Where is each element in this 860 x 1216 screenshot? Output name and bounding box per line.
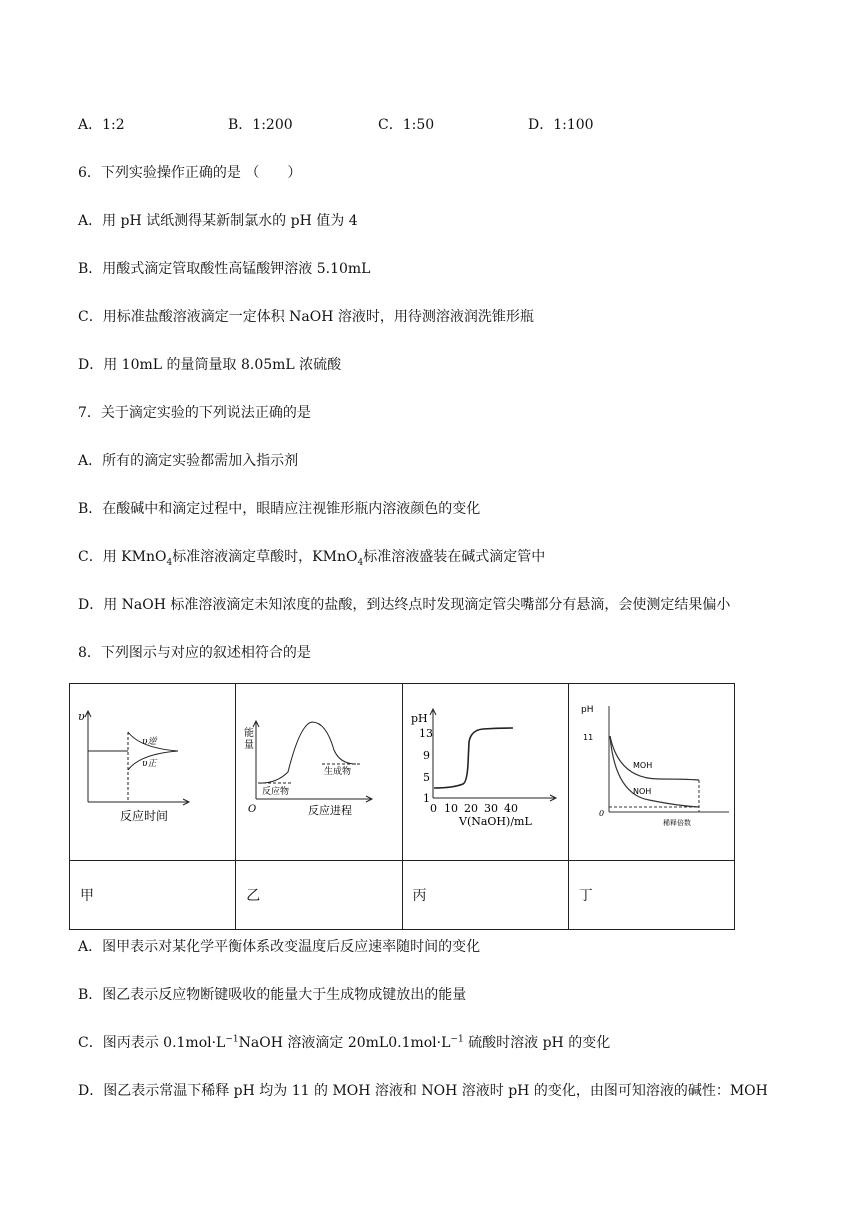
ding-y-tick: 11 [582, 733, 593, 742]
q5-option-b: B．1:200 [228, 117, 293, 133]
q5-option-a: A．1:2 [78, 117, 125, 133]
q6-option-c: C．用标准盐酸溶液滴定一定体积 NaOH 溶液时，用待测溶液润洗锥形瓶 [78, 309, 534, 325]
q7-option-d: D．用 NaOH 标准溶液滴定未知浓度的盐酸，到达终点时发现滴定管尖嘴部分有悬滴，会使测定结果偏小 [78, 597, 731, 613]
yi-y-axis-label-1: 能 [244, 728, 255, 739]
q7-option-b: B．在酸碱中和滴定过程中，眼睛应注视锥形瓶内溶液颜色的变化 [78, 501, 481, 517]
figure-ding [568, 684, 734, 861]
figure-ding-graph [569, 684, 744, 856]
q6-option-a: A．用 pH 试纸测得某新制氯水的 pH 值为 4 [78, 213, 358, 229]
q6-option-d: D．用 10mL 的量筒量取 8.05mL 浓硫酸 [78, 357, 342, 373]
q6-option-b: B．用酸式滴定管取酸性高锰酸钾溶液 5.10mL [78, 261, 371, 277]
figure-bing-graph [403, 684, 566, 856]
q7-option-a: A．所有的滴定实验都需加入指示剂 [78, 453, 299, 469]
jia-y-axis-label: υ [78, 710, 85, 723]
bing-y-tick: 13 [418, 727, 433, 740]
bing-x-tick: 20 [463, 802, 478, 815]
ding-curve-upper-label: MOH [632, 761, 652, 770]
bing-x-tick: 40 [503, 802, 518, 815]
figure-bing [402, 684, 568, 861]
yi-x-axis-label: 反应进程 [308, 804, 353, 817]
q8-option-c: C．图丙表示 $0.1mol\cdot L^{-1}NaOH$ 溶液滴定 $20mL0.1mol\cdot L^{-1}$ 硫酸时溶液 pH 的变化 [78, 1034, 611, 1051]
yi-reactant-label: 反应物 [262, 787, 290, 797]
jia-x-axis-label: 反应时间 [120, 809, 169, 823]
q8-option-a: A．图甲表示对某化学平衡体系改变温度后反应速率随时间的变化 [78, 939, 481, 955]
q8-stem: 8．下列图示与对应的叙述相符合的是 [78, 645, 311, 661]
q8-option-d: D．图乙表示常温下稀释 pH 均为 11 的 MOH 溶液和 NOH 溶液时 pH 的变化，由图可知溶液的碱性：MOH [78, 1083, 768, 1099]
q8-figure-table [69, 683, 735, 930]
bing-x-axis-label: V(NaOH)/mL [458, 815, 532, 828]
ding-x-axis-label: 稀释倍数 [662, 819, 691, 827]
ding-y-axis-label: pH [580, 705, 594, 715]
q5-option-c: C．1:50 [378, 117, 435, 133]
jia-curve-upper-label: υ逆 [142, 737, 157, 747]
q7-stem: 7．关于滴定实验的下列说法正确的是 [78, 405, 311, 421]
figure-jia-graph [70, 684, 233, 856]
bing-y-tick: 1 [422, 792, 430, 805]
yi-product-label: 生成物 [324, 767, 352, 777]
bing-x-tick: 0 [429, 802, 437, 815]
figure-label-ding: 丁 [568, 861, 734, 930]
bing-x-tick: 10 [443, 802, 458, 815]
q5-option-d: D．1:100 [528, 117, 594, 133]
q7-option-c: C．用 KMnO$_4$标准溶液滴定草酸时，KMnO$_4$标准溶液盛装在碱式滴定管中 [78, 549, 546, 568]
q8-option-b: B．图乙表示反应物断键吸收的能量大于生成物成键放出的能量 [78, 987, 467, 1003]
jia-curve-lower-label: υ正 [142, 759, 157, 769]
q6-stem: 6．下列实验操作正确的是 （ ） [78, 165, 302, 181]
ding-curve-lower-label: NOH [632, 787, 652, 796]
figure-label-bing: 丙 [402, 861, 568, 930]
bing-y-tick: 9 [422, 749, 430, 762]
bing-y-tick: 5 [422, 771, 430, 784]
figure-yi [236, 684, 402, 861]
figure-label-yi: 乙 [236, 861, 402, 930]
bing-y-axis-label: pH [410, 712, 428, 725]
figure-jia [70, 684, 236, 861]
yi-y-axis-label-2: 量 [244, 740, 255, 751]
figure-label-jia: 甲 [70, 861, 236, 930]
ding-origin-label: 0 [598, 809, 604, 818]
yi-origin-label: O [248, 804, 257, 815]
figure-yi-graph [236, 684, 399, 856]
bing-x-tick: 30 [483, 802, 498, 815]
